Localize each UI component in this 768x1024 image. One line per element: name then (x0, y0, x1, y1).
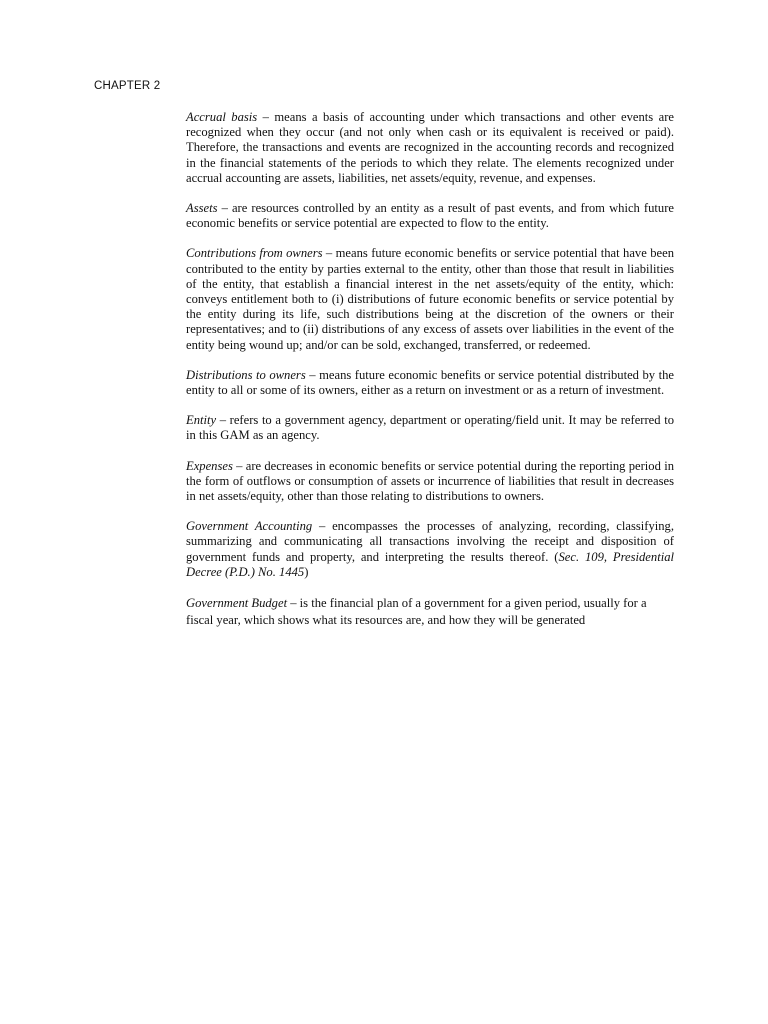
definition-term: Distributions to owners (186, 367, 306, 382)
citation-close: ) (304, 564, 309, 579)
definition-government-accounting (186, 519, 674, 580)
definition-body: – are decreases in economic benefits or service potential during the reporting period in the form of outflows or consumption of assets or incurrence of liabilities that result in decreases in net assets/equity, other than those relating to distributions to owners. (186, 458, 674, 504)
definition-body: – means a basis of accounting under which transactions and other events are recognized when they occur (and not only when cash or its equivalent is received or paid). Therefore, the transactions and events are recognized in the accounting records and recognized in the financial statements of the periods to which they relate. The elements recognized under accrual accounting are assets, liabilities, net assets/equity, revenue, and expenses. (186, 110, 674, 185)
definition-expenses (186, 459, 674, 505)
definitions-list (186, 110, 674, 644)
definition-term: Government Budget (186, 596, 288, 611)
definition-entity (186, 413, 674, 443)
definition-government-budget (186, 595, 674, 629)
definition-contributions-from-owners (186, 246, 674, 352)
definition-body: – means future economic benefits or service potential distributed by the entity to all or some of its owners, either as a return on investment or as a return of investment. (186, 367, 674, 398)
definition-distributions-to-owners (186, 368, 674, 398)
definition-term: Assets (186, 201, 218, 216)
definition-term: Expenses (186, 458, 233, 473)
definition-assets (186, 201, 674, 231)
definition-term: Government Accounting (186, 519, 313, 534)
definition-term: Contributions from owners (186, 246, 323, 261)
definition-body: – is the financial plan of a government for a given period, usually for a fiscal year, which shows what its resources are, and how they will be generated (186, 596, 647, 628)
citation-open: ( (548, 549, 559, 564)
definition-term: Accrual basis (186, 110, 258, 124)
definition-accrual-basis (186, 110, 674, 186)
definition-body: – are resources controlled by an entity as a result of past events, and from which future economic benefits or service potential are expected to flow to the entity. (186, 201, 674, 231)
definition-body: – means future economic benefits or service potential that have been contributed to the entity by parties external to the entity, other than those that result in liabilities of the entity, that establish a financial interest in the net assets/equity of the entity, which: conveys entitlement both to (i) distributions of future economic benefits or service potential by the entity during its life, such distributions being at the discretion of the owners or their representatives; and to (ii) distributions of any excess of assets over liabilities in the event of the entity being wound up; and/or can be sold, exchanged, transferred, or redeemed. (186, 246, 674, 352)
definition-term: Entity (186, 413, 217, 428)
definition-body: – refers to a government agency, department or operating/field unit. It may be referred to in this GAM as an agency. (186, 413, 674, 443)
chapter-heading: CHAPTER 2 (94, 80, 161, 92)
citation-reference: Sec. 109, Presidential Decree (P.D.) No. 1445 (186, 549, 674, 579)
definition-body: – encompasses the processes of analyzing, recording, classifying, summarizing and communicating all transactions involving the receipt and disposition of government funds and property, and interpreting the results thereof. (186, 519, 674, 564)
